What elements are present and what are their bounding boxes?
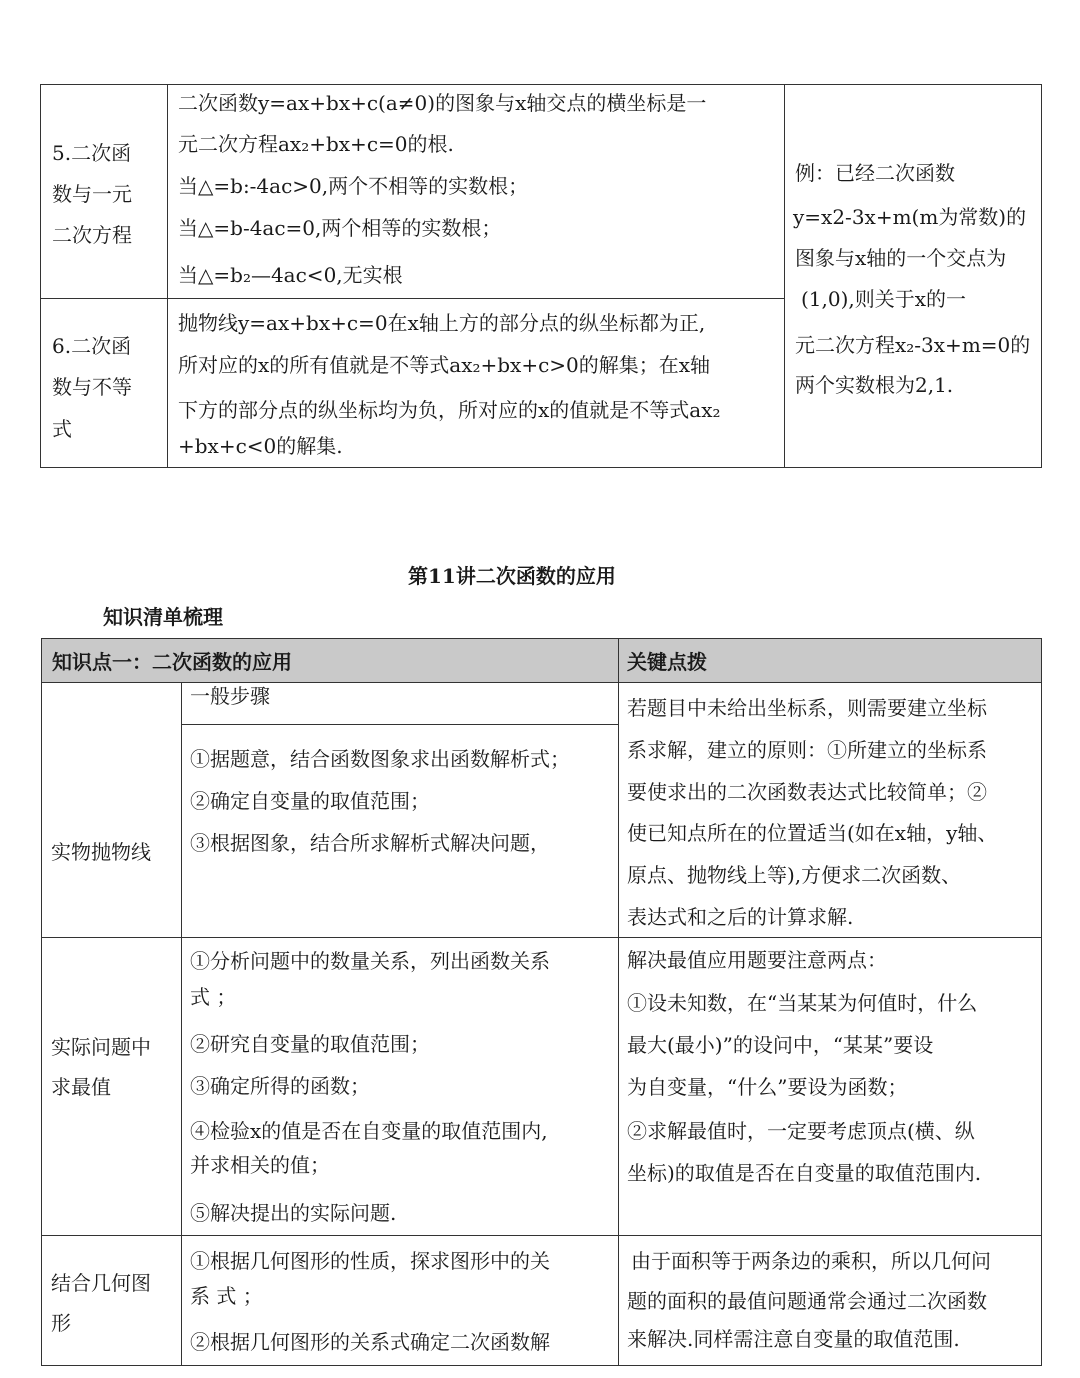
row1-tip-line: 使已知点所在的位置适当(如在x轴，y轴、 xyxy=(627,821,998,845)
header-col1-label: 知识点一：二次函数的应用 xyxy=(52,650,292,674)
row5-content-line: 元二次方程ax₂+bx+c=0的根. xyxy=(178,132,454,156)
row3-tip-cell xyxy=(619,1236,1042,1366)
row2-label-cell xyxy=(42,938,182,1236)
row6-label-line: 6.二次函 xyxy=(52,334,132,358)
row1-tip-line: 系求解，建立的原则：①所建立的坐标系 xyxy=(627,738,987,762)
row3-step-line: 系 式 ； xyxy=(190,1284,263,1308)
row2-tip-line: 解决最值应用题要注意两点： xyxy=(627,948,887,972)
header-col2-label: 关键点拨 xyxy=(627,650,707,674)
row3-tip-line: 题的面积的最值问题通常会通过二次函数 xyxy=(627,1289,987,1313)
row2-step-line: ③确定所得的函数； xyxy=(190,1074,370,1098)
example-line: 元二次方程x₂-3x+m=0的 xyxy=(795,333,1031,357)
row2-tip-line: 为自变量，“什么”要设为函数； xyxy=(627,1075,908,1099)
row2-step-line: ⑤解决提出的实际问题. xyxy=(190,1201,397,1225)
knowledge-table xyxy=(41,638,1042,1366)
row2-step-line: 式 ； xyxy=(190,985,237,1009)
row6-label-cell xyxy=(41,299,168,468)
row5-content-line: 当△=b:-4ac>0,两个不相等的实数根； xyxy=(178,174,529,198)
row5-content-line: 当△=b₂—4ac<0,无实根 xyxy=(178,263,403,287)
row3-steps-cell xyxy=(182,1236,619,1366)
row6-content-line: 所对应的x的所有值就是不等式ax₂+bx+c>0的解集；在x轴 xyxy=(178,353,711,377)
example-line: 图象与x轴的一个交点为 xyxy=(795,246,1007,270)
row3-tip-line: 由于面积等于两条边的乘积，所以几何问 xyxy=(631,1249,991,1273)
example-cell xyxy=(785,85,1042,468)
row6-content-line: 下方的部分点的纵坐标均为负，所对应的x的值就是不等式ax₂ xyxy=(178,398,721,422)
row3-label-line: 结合几何图 xyxy=(51,1271,151,1295)
row1-subheader: 一般步骤 xyxy=(190,684,270,708)
table-row xyxy=(42,1236,1042,1366)
table-header-row xyxy=(42,639,1042,683)
row2-tip-line: ①设未知数，在“当某某为何值时，什么 xyxy=(627,991,978,1015)
row1-tip-cell xyxy=(619,683,1042,938)
row5-content-line: 当△=b-4ac=0,两个相等的实数根； xyxy=(178,216,502,240)
row3-step-line: ②根据几何图形的关系式确定二次函数解 xyxy=(190,1330,550,1354)
row2-label-line: 实际问题中 xyxy=(51,1035,151,1059)
row6-content-line: +bx+c<0的解集. xyxy=(178,434,343,458)
row6-label-line: 式 xyxy=(52,417,72,441)
example-line: (1,0),则关于x的一 xyxy=(801,287,967,311)
row5-content-line: 二次函数y=ax+bx+c(a≠0)的图象与x轴交点的横坐标是一 xyxy=(178,91,707,115)
lecture-title: 第11讲二次函数的应用 xyxy=(408,564,616,588)
example-line: 例：已经二次函数 xyxy=(795,161,955,185)
row6-label-line: 数与不等 xyxy=(52,375,132,399)
row5-label-line: 二次方程 xyxy=(52,223,132,247)
row2-tip-line: ②求解最值时，一定要考虑顶点(横、纵 xyxy=(627,1119,975,1143)
row5-content-cell xyxy=(168,85,785,299)
row2-tip-line: 最大(最小)”的设问中，“某某”要设 xyxy=(627,1033,934,1057)
row6-content-line: 抛物线y=ax+bx+c=0在x轴上方的部分点的纵坐标都为正, xyxy=(178,311,706,335)
row3-label-line: 形 xyxy=(51,1311,71,1335)
row3-tip-line: 来解决.同样需注意自变量的取值范围. xyxy=(627,1327,960,1351)
row1-subheader-cell xyxy=(182,683,619,725)
table-row xyxy=(42,683,1042,725)
example-line: y=x2-3x+m(m为常数)的 xyxy=(793,205,1027,229)
row1-step-line: ②确定自变量的取值范围； xyxy=(190,789,430,813)
example-line: 两个实数根为2,1. xyxy=(795,373,954,397)
row1-tip-line: 要使求出的二次函数表达式比较简单；② xyxy=(627,780,987,804)
row2-step-line: ④检验x的值是否在自变量的取值范围内, xyxy=(190,1119,548,1143)
header-knowledge-point xyxy=(42,639,619,683)
row1-label: 实物抛物线 xyxy=(51,840,151,864)
row5-label-line: 数与一元 xyxy=(52,182,132,206)
row3-step-line: ①根据几何图形的性质，探求图形中的关 xyxy=(190,1249,550,1273)
table-row xyxy=(42,938,1042,1236)
row2-tip-cell xyxy=(619,938,1042,1236)
header-key-tips xyxy=(619,639,1042,683)
row5-label-line: 5.二次函 xyxy=(52,141,132,165)
row6-content-cell xyxy=(168,299,785,468)
row2-step-line: 并求相关的值； xyxy=(190,1153,330,1177)
row2-tip-line: 坐标)的取值是否在自变量的取值范围内. xyxy=(627,1161,982,1185)
section-title: 知识清单梳理 xyxy=(103,605,223,629)
row5-label-cell xyxy=(41,85,168,299)
row2-step-line: ②研究自变量的取值范围； xyxy=(190,1032,430,1056)
row1-step-line: ①据题意，结合函数图象求出函数解析式； xyxy=(190,747,570,771)
row1-tip-line: 原点、抛物线上等),方便求二次函数、 xyxy=(627,863,962,887)
row1-tip-line: 表达式和之后的计算求解. xyxy=(627,905,854,929)
row2-step-line: ①分析问题中的数量关系，列出函数关系 xyxy=(190,949,550,973)
row1-step-line: ③根据图象，结合所求解析式解决问题， xyxy=(190,831,550,855)
row1-steps-cell xyxy=(182,725,619,938)
table-row xyxy=(41,85,1042,299)
row3-label-cell xyxy=(42,1236,182,1366)
row2-steps-cell xyxy=(182,938,619,1236)
row1-tip-line: 若题目中未给出坐标系，则需要建立坐标 xyxy=(627,696,987,720)
top-table xyxy=(40,84,1042,468)
row2-label-line: 求最值 xyxy=(51,1075,111,1099)
row1-label-cell xyxy=(42,683,182,938)
